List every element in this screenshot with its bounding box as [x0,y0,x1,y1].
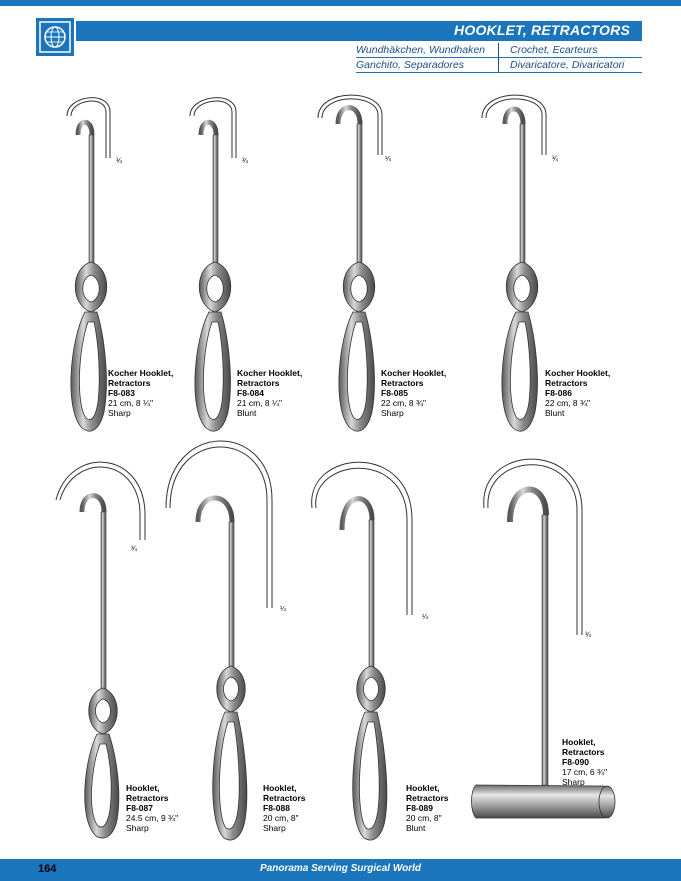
product-code: F8-089 [406,803,433,813]
product-type: Sharp [562,777,585,787]
product-name-2: Retractors [237,378,280,388]
instrument-f8-083 [67,98,110,431]
product-type: Blunt [237,408,257,418]
subtitle-german: Wundhäkchen, Wundhaken [356,44,485,56]
product-code: F8-086 [545,388,572,398]
subtitle-italian: Divaricatore, Divaricatori [510,59,625,71]
instrument-f8-084 [190,98,236,431]
instrument-f8-089 [312,462,412,840]
instrument-f8-088 [166,441,272,840]
product-size: 20 cm, 8" [406,813,442,823]
scale-mark: ¾ [552,156,558,163]
product-name: Hooklet, [126,783,160,793]
product-code: F8-088 [263,803,290,813]
product-type: Sharp [108,408,131,418]
product-type: Sharp [126,823,149,833]
product-name: Hooklet, [406,783,440,793]
product-name-2: Retractors [126,793,169,803]
product-caption-f8-085 [381,368,446,418]
scale-mark: ¼ [422,614,428,621]
scale-mark: ¾ [242,158,248,165]
product-name-2: Retractors [545,378,588,388]
product-size: 21 cm, 8 ¼" [108,398,154,408]
product-type: Blunt [406,823,426,833]
product-name: Kocher Hooklet, [108,368,174,378]
page-number: 164 [38,863,57,875]
product-type: Sharp [381,408,404,418]
scale-mark: ¾ [116,158,122,165]
footer-tagline: Panorama Serving Surgical World [260,863,421,874]
product-name-2: Retractors [108,378,151,388]
product-caption-f8-088 [263,783,306,833]
product-size: 17 cm, 6 ¾" [562,767,608,777]
product-name-2: Retractors [381,378,424,388]
product-name: Kocher Hooklet, [237,368,303,378]
subtitle-spanish: Ganchito, Separadores [356,59,464,71]
product-name-2: Retractors [263,793,306,803]
product-type: Sharp [263,823,286,833]
product-caption-f8-089 [406,783,449,833]
product-code: F8-085 [381,388,408,398]
product-name: Kocher Hooklet, [545,368,611,378]
footer-bar [0,859,681,881]
product-size: 24.5 cm, 9 ¾" [126,813,179,823]
instrument-f8-086 [482,95,546,431]
scale-mark: ¾ [131,546,137,553]
scale-mark: ¾ [585,632,591,639]
product-size: 22 cm, 8 ¾" [381,398,427,408]
product-code: F8-087 [126,803,153,813]
product-caption-f8-084 [237,368,302,418]
subtitle-french: Crochet, Ecarteurs [510,44,598,56]
product-code: F8-084 [237,388,264,398]
instrument-f8-085 [318,95,382,431]
product-size: 20 cm, 8" [263,813,299,823]
product-size: 22 cm, 8 ¾" [545,398,591,408]
product-name-2: Retractors [406,793,449,803]
product-code: F8-090 [562,757,589,767]
scale-mark: ¼ [280,606,286,613]
product-caption-f8-090 [562,737,607,787]
product-name: Hooklet, [562,737,596,747]
product-caption-f8-083 [108,368,173,418]
product-size: 21 cm, 8 ¼" [237,398,283,408]
product-code: F8-083 [108,388,135,398]
product-caption-f8-087 [126,783,178,833]
product-name: Hooklet, [263,783,297,793]
product-name-2: Retractors [562,747,605,757]
product-name: Kocher Hooklet, [381,368,447,378]
instrument-f8-087 [56,462,145,838]
page-title: HOOKLET, RETRACTORS [454,22,630,38]
product-caption-f8-086 [545,368,610,418]
scale-mark: ¼ [385,156,391,163]
product-type: Blunt [545,408,565,418]
